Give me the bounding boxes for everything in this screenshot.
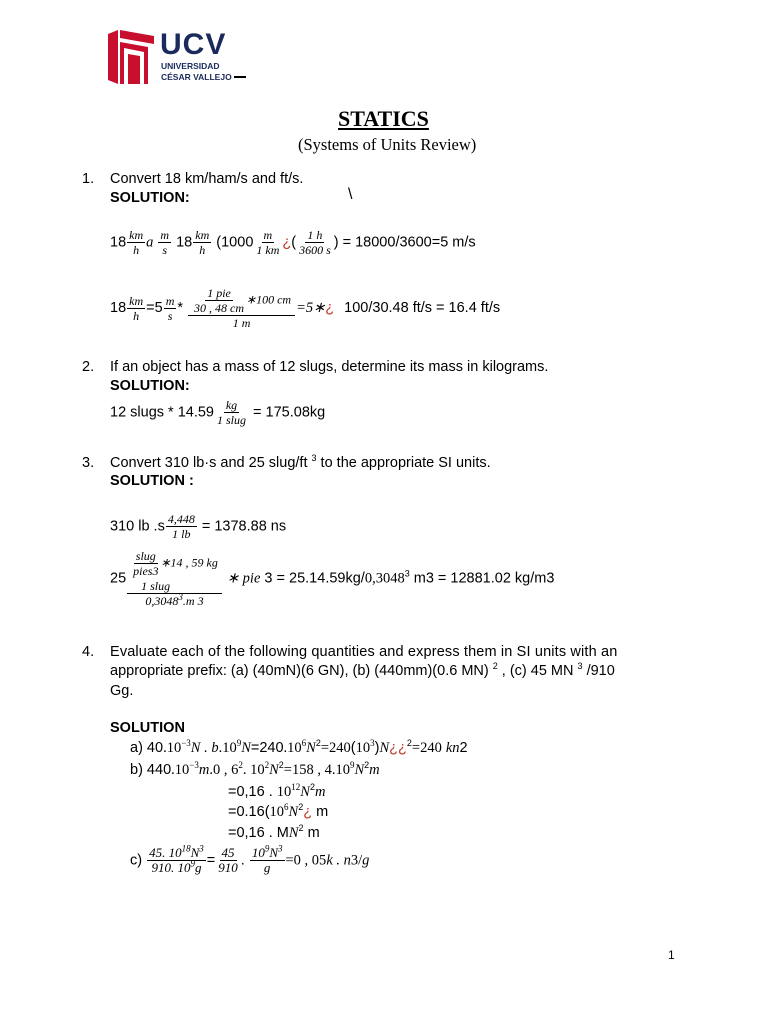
page-title: STATICS (338, 106, 429, 131)
problem-4-question-2-sup2: 3 (577, 661, 583, 672)
problem-1-equation-1: 18 $\frac{km}{h}$ a $\frac{m}{s}$ 18 $\frac{km}{h}$ (1000 $\frac{m}{1 km}$ ¿( $\frac{1 h}{3600 s}$ ) = 18000/3600=5 m/s (110, 228, 476, 257)
problem-4-answer-b-line-4: =0,16 . $MN^2$ m (228, 823, 320, 841)
problem-2-number: 2. (82, 359, 95, 375)
page-number: 1 (668, 948, 675, 962)
problem-4-answer-b-line-2: =0,16 . $10^{12}N^2m$ (228, 782, 326, 800)
problem-4-number: 4. (82, 644, 95, 660)
problem-3-question (110, 455, 491, 471)
problem-3-solution-label: SOLUTION : (110, 473, 194, 489)
problem-2-question: If an object has a mass of 12 slugs, determine its mass in kilograms. (110, 359, 549, 375)
problem-2-prefix: 12 slugs * 14.59 (110, 404, 214, 421)
problem-4-question-line-2 (110, 663, 615, 679)
logo-text-line2: CÉSAR VALLEJO (161, 72, 232, 82)
problem-4-answer-a: a) $40.10^{-3}N$ . $b.10^9N=240.10^6N^2=240(10^3)N¿¿^2=240$ kn2 (130, 738, 468, 756)
problem-2-suffix: = 175.08kg (253, 404, 326, 421)
problem-3-line2-tail: m3 = 12881.02 kg/m3 (409, 570, 555, 587)
problem-4-solution-label: SOLUTION (110, 720, 185, 736)
logo-text-line1: UNIVERSIDAD (161, 61, 220, 71)
problem-4-question-line-3: Gg. (110, 683, 134, 699)
answer-c-label: c) (130, 852, 143, 869)
problem-1-number: 1. (82, 171, 95, 187)
problem-3-question-sup: 3 (311, 453, 317, 464)
problem-4-question-2a: appropriate prefix: (a) (40mN)(6 GN), (b) (440mm)(0.6 MN) (110, 663, 489, 679)
problem-3-equation-1: 310 lb .s $\frac{4,448}{1 lb}$ = 1378.88 ns (110, 512, 287, 541)
problem-3-line1-prefix: 310 lb .s (110, 518, 165, 535)
problem-1-result-2: 100/30.48 ft/s = 16.4 ft/s (344, 299, 501, 316)
stray-mark: \ (348, 186, 353, 203)
problem-1-solution-label: SOLUTION: (110, 190, 190, 206)
problem-4-question-2c: /910 (586, 663, 615, 679)
ucv-shield-icon (108, 30, 154, 84)
problem-2-solution-label: SOLUTION: (110, 378, 190, 394)
answer-a-label: a) (130, 740, 143, 756)
problem-3-question-a: Convert 310 lb·s and 25 slug/ft (110, 455, 308, 471)
problem-2-equation: 12 slugs * 14.59 $\frac{kg}{\text{1 slug}}$ = 175.08kg (110, 398, 326, 427)
problem-4-question-2b: , (c) 45 MN (501, 663, 574, 679)
logo-text-ucv: UCV (160, 28, 227, 61)
problem-3-line1-suffix: = 1378.88 ns (201, 518, 287, 535)
header-dash (234, 76, 246, 78)
problem-4-answer-b: b) $440.10^{-3}m.0$ , $6^2$. $10^2N^2=158$ , $4.10^9N^2m$ (130, 760, 380, 778)
problem-4-question-line-1: Evaluate each of the following quantities and express them in SI units with an (110, 644, 618, 660)
problem-1-equation-2: 18 $\frac{km}{h}$ =5 $\frac{m}{s}$ * $\frac{\text{1 pie}}{30 , 48 cm}$ ∗100 cm 1 m =5∗¿ 100/30.48 ft/s = 16.4 ft/s (110, 286, 501, 330)
page-subtitle: (Systems of Units Review) (298, 135, 477, 154)
problem-3-number: 3. (82, 455, 95, 471)
problem-3-question-b: to the appropriate SI units. (316, 455, 491, 471)
ucv-logo (108, 30, 248, 85)
problem-1-result-1: ) = 18000/3600=5 m/s (333, 234, 476, 251)
answer-b-label: b) (130, 762, 143, 778)
problem-3-line2-result: = 25.14.59kg/ (276, 570, 365, 587)
problem-4-question-2-sup: 2 (492, 661, 498, 672)
problem-4-answer-c: c) $\frac{45. 10^{18}N^3}{910. 10^9g}$ = $\frac{45}{910}$ . $\frac{10^9N^3}{g}$ =0 , 05k . n3/g (130, 843, 370, 875)
problem-1-question: Convert 18 km/ham/s and ft/s. (110, 171, 304, 187)
problem-3-equation-2: 25 $\frac{\text{slug}}{\text{pies3}}$ ∗14 , 59 kg 1 slug 0,3048$^3$.m 3 ∗ pie $3 = 25.14.59kg/0,3048^3$ m3 = 12881.02 kg/m3 (110, 549, 555, 609)
problem-4-answer-b-line-3: $=0.16(10^6N^2¿$ m (228, 802, 329, 820)
